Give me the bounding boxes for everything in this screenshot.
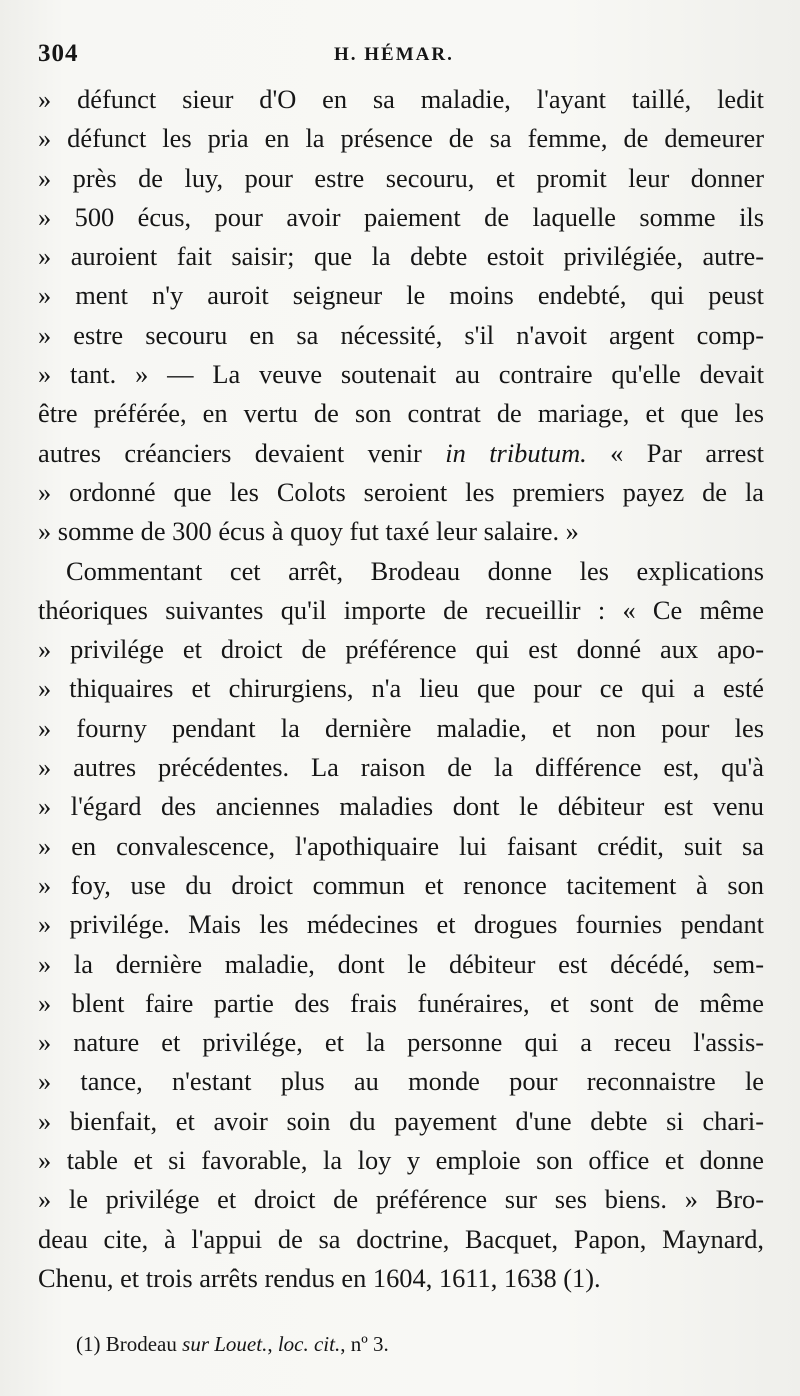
text-line: Chenu, et trois arrêts rendus en 1604, 1611, 1638 (1). [38,1262,601,1293]
footnote-lead: (1) Brodeau [76,1332,183,1357]
text-line: théoriques suivantes qu'il importe de recueillir : « Ce même [38,594,764,625]
page-number: 304 [38,40,79,67]
text-line: » ment n'y auroit seigneur le moins endebté, qui peust [38,280,764,311]
footnote-number: , nº 3. [340,1332,389,1357]
text-line: » défunct sieur d'O en sa maladie, l'ayant taillé, ledit [38,84,764,114]
text-line: » privilége. Mais les médecines et drogues fournies pendant [38,909,764,940]
text-line: deau cite, à l'appui de sa doctrine, Bacquet, Papon, Maynard, [38,1223,764,1254]
text-line: » la dernière maladie, dont le débiteur est décédé, sem- [38,948,764,979]
text-line: » bienfait, et avoir soin du payement d'une debte si chari- [38,1105,764,1136]
footnote-spacer [38,1298,764,1332]
header-title: H. HÉMAR. [334,44,454,65]
italic-phrase: in tributum. [445,437,587,468]
text-line: » l'égard des anciennes maladies dont le débiteur est venu [38,791,764,822]
text-line: » somme de 300 écus à quoy fut taxé leur salaire. » [38,516,579,547]
text-line: » foy, use du droict commun et renonce tacitement à son [38,869,764,900]
footnote-loc-cit: loc. cit. [277,1332,341,1357]
text-line: » tant. » — La veuve soutenait au contraire qu'elle devait [38,359,764,390]
text-line: » estre secouru en sa nécessité, s'il n'avoit argent comp- [38,319,764,350]
text-line [38,434,764,473]
body-text [38,80,764,1298]
text-line: » le privilége et droict de préférence sur ses biens. » Bro- [38,1184,764,1215]
text-line: être préférée, en vertu de son contrat de mariage, et que les [38,398,764,429]
text-line: » tance, n'estant plus au monde pour reconnaistre le [38,1066,764,1097]
text-line: » défunct les pria en la présence de sa femme, de demeurer [38,123,764,154]
running-head [38,40,764,80]
text-line: » ordonné que les Colots seroient les premiers payez de la [38,476,764,507]
text-segment: « Par arrest [586,437,764,468]
text-line: » nature et privilége, et la personne qui a receu l'assis- [38,1027,764,1058]
text-line: » table et si favorable, la loy y emploie son office et donne [38,1145,764,1176]
footnote-source: sur Louet. [182,1332,268,1357]
text-line: » privilége et droict de préférence qui est donné aux apo- [38,634,764,665]
text-line: » en convalescence, l'apothiquaire lui faisant crédit, suit sa [38,830,764,861]
text-line: » autres précédentes. La raison de la différence est, qu'à [38,752,764,783]
text-segment: autres créanciers devaient venir [38,437,446,468]
text-line: » thiquaires et chirurgiens, n'a lieu que pour ce qui a esté [38,673,764,704]
footnote-separator: , [267,1332,278,1357]
text-line: Commentant cet arrêt, Brodeau donne les explications [66,555,764,586]
text-line: » 500 écus, pour avoir paiement de laquelle somme ils [38,201,764,232]
text-line: » fourny pendant la dernière maladie, et non pour les [38,712,764,743]
footnote [38,1332,764,1357]
text-line: » auroient fait saisir; que la debte estoit privilégiée, autre- [38,241,764,272]
text-line: » près de luy, pour estre secouru, et promit leur donner [38,162,764,193]
text-line: » blent faire partie des frais funéraires, et sont de même [38,987,764,1018]
